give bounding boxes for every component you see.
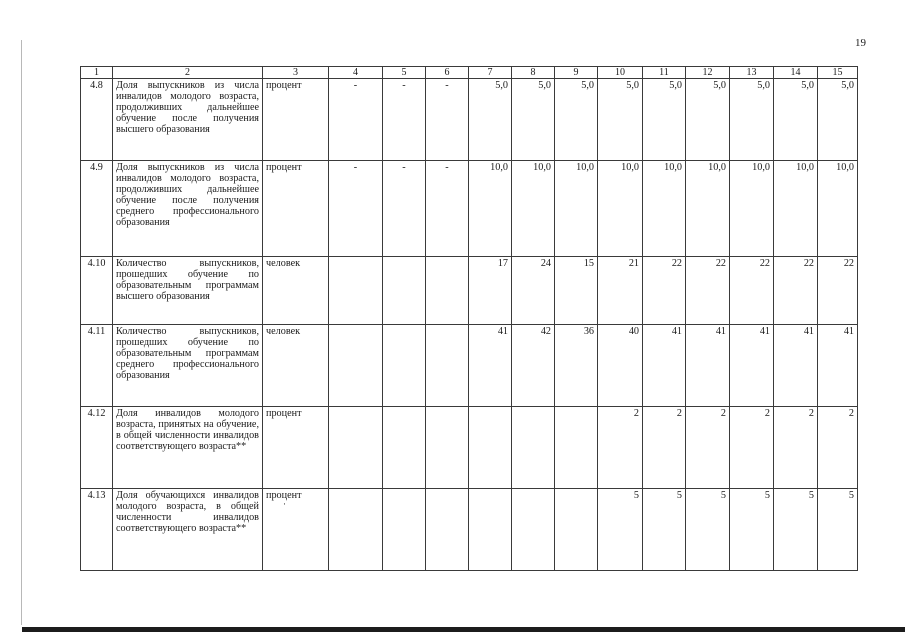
unit-cell: процент — [263, 161, 329, 257]
value-cell-15: 5 — [818, 489, 858, 571]
value-cell-9 — [555, 489, 598, 571]
value-cell-12: 5,0 — [686, 79, 730, 161]
value-cell-8: 10,0 — [512, 161, 555, 257]
value-cell-9: 15 — [555, 257, 598, 325]
value-cell-12: 2 — [686, 407, 730, 489]
value-cell-4 — [329, 407, 383, 489]
table-row — [81, 79, 858, 161]
header-cell: 14 — [774, 67, 818, 79]
value-cell-7: 5,0 — [469, 79, 512, 161]
indicator-name: Доля выпускников из числа инвалидов молодого возраста, продолживших дальнейшее обучение после получения среднего профессионального образования — [113, 161, 263, 257]
value-cell-11: 10,0 — [643, 161, 686, 257]
value-cell-7 — [469, 489, 512, 571]
value-cell-10: 2 — [598, 407, 643, 489]
header-cell: 12 — [686, 67, 730, 79]
value-cell-8: 42 — [512, 325, 555, 407]
header-cell: 7 — [469, 67, 512, 79]
value-cell-12: 41 — [686, 325, 730, 407]
value-cell-11: 5,0 — [643, 79, 686, 161]
value-cell-10: 5 — [598, 489, 643, 571]
page-number: 19 — [855, 37, 866, 49]
value-cell-14: 41 — [774, 325, 818, 407]
unit-cell: человек — [263, 257, 329, 325]
header-cell: 5 — [383, 67, 426, 79]
value-cell-15: 41 — [818, 325, 858, 407]
value-cell-5: - — [383, 79, 426, 161]
value-cell-13: 10,0 — [730, 161, 774, 257]
value-cell-4: - — [329, 79, 383, 161]
header-cell: 6 — [426, 67, 469, 79]
header-cell: 2 — [113, 67, 263, 79]
value-cell-4 — [329, 325, 383, 407]
value-cell-6 — [426, 407, 469, 489]
value-cell-4 — [329, 257, 383, 325]
value-cell-13: 2 — [730, 407, 774, 489]
table-row — [81, 161, 858, 257]
value-cell-13: 22 — [730, 257, 774, 325]
indicator-name: Доля выпускников из числа инвалидов молодого возраста, продолживших дальнейшее обучение после получения высшего образования — [113, 79, 263, 161]
unit-cell: процент — [263, 407, 329, 489]
value-cell-14: 22 — [774, 257, 818, 325]
indicator-name: Доля инвалидов молодого возраста, принятых на обучение, в общей численности инвалидов соответствующего возраста** — [113, 407, 263, 489]
value-cell-7: 41 — [469, 325, 512, 407]
value-cell-6 — [426, 489, 469, 571]
scan-edge-bottom — [22, 627, 905, 632]
value-cell-6 — [426, 257, 469, 325]
value-cell-5 — [383, 325, 426, 407]
header-cell: 9 — [555, 67, 598, 79]
header-cell: 13 — [730, 67, 774, 79]
value-cell-14: 5 — [774, 489, 818, 571]
value-cell-11: 2 — [643, 407, 686, 489]
indicator-name: Доля обучающихся инвалидов молодого возраста, в общей численности инвалидов соответствующего возраста** — [113, 489, 263, 571]
table-row — [81, 489, 858, 571]
value-cell-4: - — [329, 161, 383, 257]
value-cell-10: 5,0 — [598, 79, 643, 161]
indicator-name: Количество выпускников, прошедших обучение по образовательным программам высшего образования — [113, 257, 263, 325]
table-row — [81, 407, 858, 489]
value-cell-12: 22 — [686, 257, 730, 325]
value-cell-8 — [512, 489, 555, 571]
value-cell-11: 22 — [643, 257, 686, 325]
unit-cell: человек — [263, 325, 329, 407]
value-cell-11: 41 — [643, 325, 686, 407]
value-cell-7: 10,0 — [469, 161, 512, 257]
unit-cell — [263, 489, 329, 571]
table-row — [81, 325, 858, 407]
row-number: 4.8 — [81, 79, 113, 161]
header-cell: 3 — [263, 67, 329, 79]
value-cell-15: 22 — [818, 257, 858, 325]
value-cell-9: 10,0 — [555, 161, 598, 257]
scan-edge-left — [21, 40, 22, 625]
value-cell-15: 2 — [818, 407, 858, 489]
value-cell-12: 5 — [686, 489, 730, 571]
indicators-table — [80, 66, 858, 571]
value-cell-7 — [469, 407, 512, 489]
unit-text: процент — [266, 490, 302, 501]
value-cell-15: 10,0 — [818, 161, 858, 257]
value-cell-9: 36 — [555, 325, 598, 407]
value-cell-6: - — [426, 161, 469, 257]
value-cell-10: 21 — [598, 257, 643, 325]
unit-mark: · — [283, 499, 286, 509]
header-cell: 10 — [598, 67, 643, 79]
value-cell-5 — [383, 407, 426, 489]
value-cell-9 — [555, 407, 598, 489]
value-cell-12: 10,0 — [686, 161, 730, 257]
header-cell: 11 — [643, 67, 686, 79]
value-cell-4 — [329, 489, 383, 571]
row-number: 4.11 — [81, 325, 113, 407]
value-cell-5: - — [383, 161, 426, 257]
value-cell-14: 2 — [774, 407, 818, 489]
table-header-row — [81, 67, 858, 79]
row-number: 4.9 — [81, 161, 113, 257]
header-cell: 4 — [329, 67, 383, 79]
value-cell-6: - — [426, 79, 469, 161]
value-cell-10: 10,0 — [598, 161, 643, 257]
unit-cell: процент — [263, 79, 329, 161]
value-cell-14: 5,0 — [774, 79, 818, 161]
header-cell: 8 — [512, 67, 555, 79]
value-cell-8: 5,0 — [512, 79, 555, 161]
header-cell: 15 — [818, 67, 858, 79]
value-cell-10: 40 — [598, 325, 643, 407]
value-cell-7: 17 — [469, 257, 512, 325]
value-cell-6 — [426, 325, 469, 407]
value-cell-14: 10,0 — [774, 161, 818, 257]
row-number: 4.13 — [81, 489, 113, 571]
value-cell-5 — [383, 489, 426, 571]
value-cell-8: 24 — [512, 257, 555, 325]
value-cell-13: 5 — [730, 489, 774, 571]
value-cell-11: 5 — [643, 489, 686, 571]
header-cell: 1 — [81, 67, 113, 79]
value-cell-13: 5,0 — [730, 79, 774, 161]
value-cell-15: 5,0 — [818, 79, 858, 161]
indicator-name: Количество выпускников, прошедших обучение по образовательным программам среднего профессионального образования — [113, 325, 263, 407]
value-cell-8 — [512, 407, 555, 489]
table-row — [81, 257, 858, 325]
value-cell-13: 41 — [730, 325, 774, 407]
row-number: 4.10 — [81, 257, 113, 325]
value-cell-9: 5,0 — [555, 79, 598, 161]
value-cell-5 — [383, 257, 426, 325]
row-number: 4.12 — [81, 407, 113, 489]
